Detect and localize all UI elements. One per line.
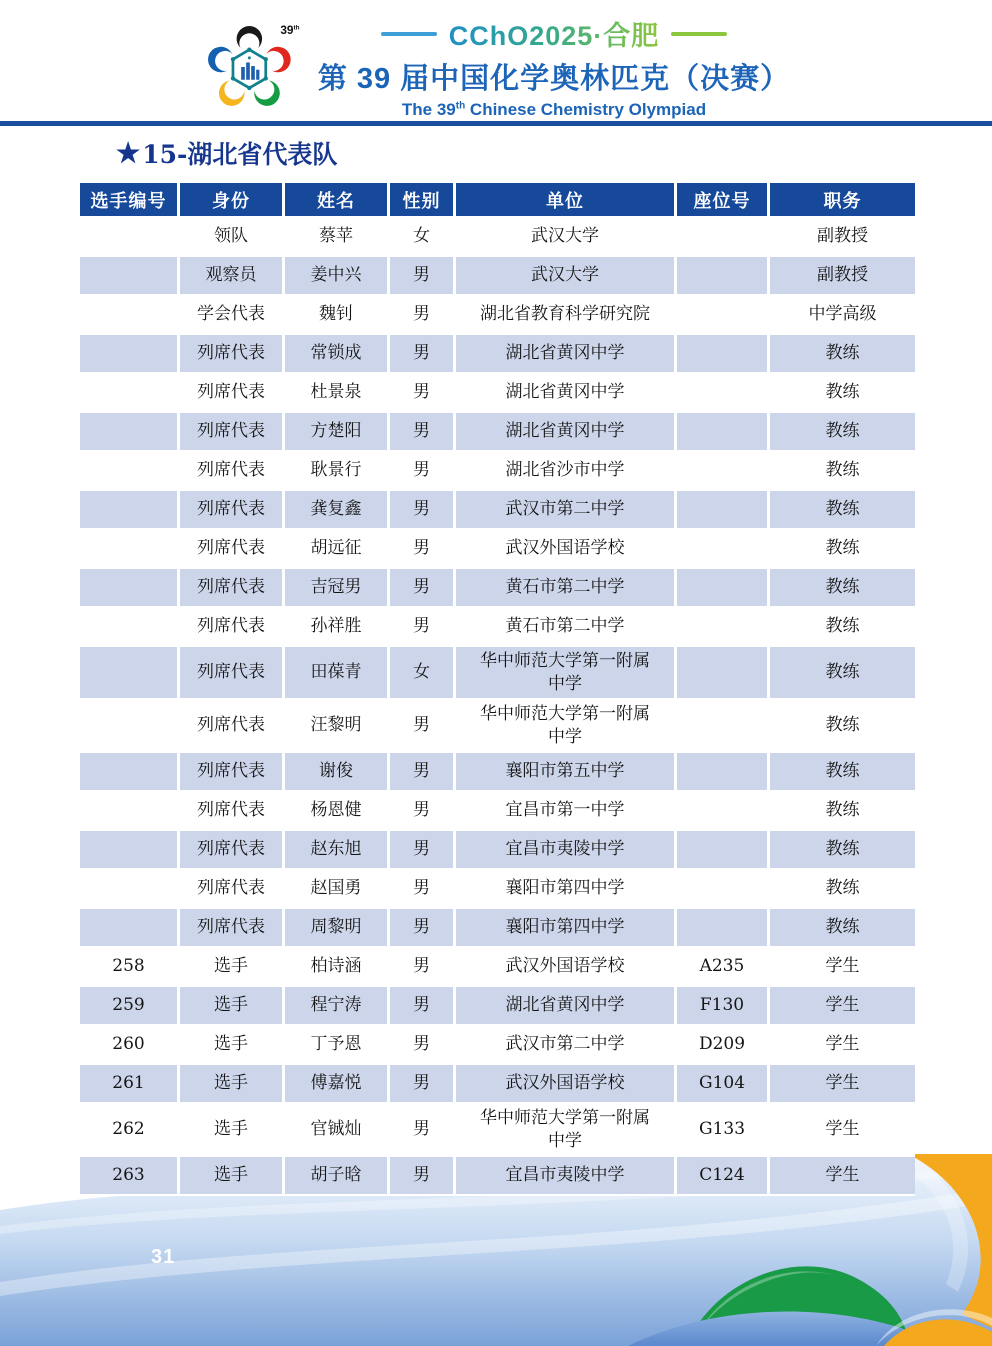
- section-title-text: 15-湖北省代表队: [142, 140, 338, 169]
- cell-position: 教练: [770, 647, 915, 700]
- cell-name: 常锁成: [285, 335, 390, 374]
- cell-unit: [456, 374, 677, 413]
- cell-role: 列席代表: [180, 909, 285, 948]
- cell-role: 列席代表: [180, 753, 285, 792]
- cell-unit: [456, 257, 677, 296]
- unit-text: 武汉大学: [531, 226, 599, 247]
- table-row: [80, 870, 915, 909]
- cell-gender: 男: [390, 909, 456, 948]
- cell-role: 选手: [180, 1065, 285, 1104]
- table-row: [80, 700, 915, 753]
- cell-gender: 男: [390, 257, 456, 296]
- cell-name: 赵国勇: [285, 870, 390, 909]
- cell-gender: 男: [390, 374, 456, 413]
- page-header: [0, 14, 992, 120]
- cell-contestant-no: 263: [80, 1157, 180, 1196]
- cell-position: 学生: [770, 1104, 915, 1157]
- slogan-row: [381, 14, 728, 53]
- table-row: [80, 1026, 915, 1065]
- cell-contestant-no: [80, 491, 180, 530]
- cell-seat: [677, 909, 770, 948]
- cell-role: 列席代表: [180, 569, 285, 608]
- cell-gender: 男: [390, 700, 456, 753]
- cell-seat: [677, 608, 770, 647]
- cell-position: 教练: [770, 792, 915, 831]
- cell-contestant-no: [80, 374, 180, 413]
- cell-role: 选手: [180, 987, 285, 1026]
- cell-gender: 男: [390, 491, 456, 530]
- cell-name: 孙祥胜: [285, 608, 390, 647]
- cell-name: 程宁涛: [285, 987, 390, 1026]
- column-header-contestant-no: 选手编号: [80, 183, 180, 218]
- cell-position: 中学高级: [770, 296, 915, 335]
- cell-unit: [456, 831, 677, 870]
- cell-position: 学生: [770, 1026, 915, 1065]
- page-number: 31: [151, 1246, 176, 1268]
- cell-contestant-no: [80, 218, 180, 257]
- cell-gender: 男: [390, 987, 456, 1026]
- cell-contestant-no: 259: [80, 987, 180, 1026]
- badge-39th: 39th: [280, 23, 300, 38]
- cell-unit: [456, 870, 677, 909]
- table-row: [80, 530, 915, 569]
- cell-name: 吉冠男: [285, 569, 390, 608]
- unit-text: 武汉大学: [531, 265, 599, 286]
- cell-position: 副教授: [770, 218, 915, 257]
- cell-unit: [456, 608, 677, 647]
- event-title-en: The 39th Chinese Chemistry Olympiad: [401, 100, 707, 119]
- cell-position: 教练: [770, 335, 915, 374]
- cell-unit: [456, 1157, 677, 1196]
- cell-role: 选手: [180, 1026, 285, 1065]
- cell-gender: 男: [390, 296, 456, 335]
- table-row: [80, 1157, 915, 1196]
- unit-text: 武汉外国语学校: [505, 538, 625, 559]
- cell-name: 赵东旭: [285, 831, 390, 870]
- cell-gender: 男: [390, 792, 456, 831]
- cell-contestant-no: [80, 335, 180, 374]
- cell-unit: [456, 569, 677, 608]
- delegation-roster-table: [80, 183, 915, 1196]
- cell-contestant-no: [80, 296, 180, 335]
- cell-role: 列席代表: [180, 700, 285, 753]
- cell-contestant-no: [80, 909, 180, 948]
- table-row: [80, 647, 915, 700]
- cell-contestant-no: [80, 452, 180, 491]
- table-row: [80, 831, 915, 870]
- unit-text: 湖北省黄冈中学: [505, 343, 625, 364]
- cell-role: 观察员: [180, 257, 285, 296]
- cell-seat: C124: [677, 1157, 770, 1196]
- table-row: [80, 987, 915, 1026]
- column-header-role: 身份: [180, 183, 285, 218]
- cell-gender: 男: [390, 413, 456, 452]
- cell-contestant-no: [80, 569, 180, 608]
- table-row: [80, 257, 915, 296]
- cell-gender: 男: [390, 1157, 456, 1196]
- cell-gender: 男: [390, 335, 456, 374]
- cell-gender: 男: [390, 753, 456, 792]
- cell-role: 选手: [180, 948, 285, 987]
- cell-position: 教练: [770, 870, 915, 909]
- unit-text: 武汉外国语学校: [505, 956, 625, 977]
- cell-contestant-no: [80, 647, 180, 700]
- cell-position: 学生: [770, 1065, 915, 1104]
- cell-role: 学会代表: [180, 296, 285, 335]
- table-row: [80, 335, 915, 374]
- cell-unit: [456, 296, 677, 335]
- table-row: [80, 374, 915, 413]
- unit-text: 华中师范大学第一附属中学: [480, 703, 650, 747]
- unit-text: 武汉市第二中学: [505, 1034, 625, 1055]
- cell-unit: [456, 1104, 677, 1157]
- cell-name: 龚复鑫: [285, 491, 390, 530]
- table-row: [80, 296, 915, 335]
- cell-seat: [677, 296, 770, 335]
- brand-text-block: [318, 14, 790, 120]
- cell-gender: 男: [390, 1026, 456, 1065]
- cell-gender: 男: [390, 569, 456, 608]
- unit-text: 华中师范大学第一附属中学: [480, 650, 650, 694]
- cell-gender: 男: [390, 1065, 456, 1104]
- unit-text: 华中师范大学第一附属中学: [480, 1107, 650, 1151]
- cell-position: 教练: [770, 909, 915, 948]
- cell-position: 学生: [770, 987, 915, 1026]
- cell-unit: [456, 1026, 677, 1065]
- table-row: [80, 491, 915, 530]
- cell-name: 汪黎明: [285, 700, 390, 753]
- cell-position: 教练: [770, 608, 915, 647]
- cell-contestant-no: [80, 831, 180, 870]
- cell-name: 傅嘉悦: [285, 1065, 390, 1104]
- cell-name: 耿景行: [285, 452, 390, 491]
- column-header-gender: 性别: [390, 183, 456, 218]
- table-row: [80, 1104, 915, 1157]
- cell-contestant-no: [80, 413, 180, 452]
- cell-unit: [456, 987, 677, 1026]
- cell-gender: 男: [390, 870, 456, 909]
- cell-role: 选手: [180, 1104, 285, 1157]
- cell-name: 田葆青: [285, 647, 390, 700]
- cell-gender: 男: [390, 608, 456, 647]
- cell-seat: [677, 374, 770, 413]
- roster-body: [80, 218, 915, 1196]
- cell-contestant-no: [80, 870, 180, 909]
- cell-position: 教练: [770, 452, 915, 491]
- cell-gender: 男: [390, 831, 456, 870]
- cell-position: 教练: [770, 491, 915, 530]
- star-icon: ★: [116, 137, 141, 169]
- cell-contestant-no: [80, 608, 180, 647]
- event-slogan: CChO2025·合肥: [449, 14, 660, 53]
- cell-role: 列席代表: [180, 870, 285, 909]
- cell-name: 官铖灿: [285, 1104, 390, 1157]
- cell-role: 列席代表: [180, 335, 285, 374]
- cell-unit: [456, 948, 677, 987]
- unit-text: 宜昌市夷陵中学: [505, 839, 625, 860]
- cell-seat: [677, 792, 770, 831]
- table-row: [80, 569, 915, 608]
- cell-seat: [677, 491, 770, 530]
- cell-name: 胡远征: [285, 530, 390, 569]
- table-row: [80, 452, 915, 491]
- cell-position: 学生: [770, 1157, 915, 1196]
- cell-unit: [456, 335, 677, 374]
- cell-seat: [677, 753, 770, 792]
- cell-seat: D209: [677, 1026, 770, 1065]
- cell-name: 柏诗涵: [285, 948, 390, 987]
- cell-unit: [456, 909, 677, 948]
- table-row: [80, 413, 915, 452]
- table-row: [80, 753, 915, 792]
- cell-gender: 女: [390, 647, 456, 700]
- cell-position: 教练: [770, 413, 915, 452]
- unit-text: 黄石市第二中学: [505, 577, 625, 598]
- cell-position: 教练: [770, 700, 915, 753]
- unit-text: 湖北省沙市中学: [505, 460, 625, 481]
- cell-role: 列席代表: [180, 530, 285, 569]
- unit-text: 湖北省教育科学研究院: [480, 304, 650, 325]
- cell-position: 教练: [770, 374, 915, 413]
- cell-seat: [677, 530, 770, 569]
- cell-position: 学生: [770, 948, 915, 987]
- cell-contestant-no: [80, 257, 180, 296]
- cell-contestant-no: [80, 700, 180, 753]
- unit-text: 宜昌市夷陵中学: [505, 1165, 625, 1186]
- unit-text: 湖北省黄冈中学: [505, 995, 625, 1016]
- unit-text: 襄阳市第四中学: [505, 917, 625, 938]
- cell-contestant-no: 261: [80, 1065, 180, 1104]
- unit-text: 黄石市第二中学: [505, 616, 625, 637]
- cell-seat: G104: [677, 1065, 770, 1104]
- cell-seat: [677, 413, 770, 452]
- cell-role: 列席代表: [180, 374, 285, 413]
- cell-role: 选手: [180, 1157, 285, 1196]
- table-row: [80, 218, 915, 257]
- cell-name: 姜中兴: [285, 257, 390, 296]
- cell-role: 列席代表: [180, 831, 285, 870]
- unit-text: 湖北省黄冈中学: [505, 382, 625, 403]
- cell-seat: [677, 569, 770, 608]
- cell-seat: [677, 647, 770, 700]
- column-header-name: 姓名: [285, 183, 390, 218]
- section-title: [116, 135, 337, 171]
- cell-name: 谢俊: [285, 753, 390, 792]
- cell-position: 教练: [770, 831, 915, 870]
- table-row: [80, 608, 915, 647]
- cell-seat: [677, 218, 770, 257]
- cell-contestant-no: [80, 792, 180, 831]
- header-divider-line: [0, 121, 992, 126]
- cell-unit: [456, 452, 677, 491]
- cell-role: 列席代表: [180, 792, 285, 831]
- cell-contestant-no: 258: [80, 948, 180, 987]
- cell-unit: [456, 1065, 677, 1104]
- column-header-unit: 单位: [456, 183, 677, 218]
- cell-gender: 男: [390, 452, 456, 491]
- cell-role: 列席代表: [180, 647, 285, 700]
- column-header-seat: 座位号: [677, 183, 770, 218]
- unit-text: 宜昌市第一中学: [505, 800, 625, 821]
- cell-seat: [677, 700, 770, 753]
- cell-unit: [456, 647, 677, 700]
- cell-name: 杜景泉: [285, 374, 390, 413]
- cell-gender: 男: [390, 948, 456, 987]
- roster-header-row: [80, 183, 915, 218]
- cell-name: 魏钊: [285, 296, 390, 335]
- cell-seat: [677, 335, 770, 374]
- cell-unit: [456, 530, 677, 569]
- table-row: [80, 792, 915, 831]
- cell-seat: F130: [677, 987, 770, 1026]
- cell-role: 列席代表: [180, 491, 285, 530]
- unit-text: 武汉市第二中学: [505, 499, 625, 520]
- event-title-cn: 第 39 届中国化学奥林匹克（决赛）: [317, 63, 791, 95]
- cell-contestant-no: 260: [80, 1026, 180, 1065]
- cell-seat: G133: [677, 1104, 770, 1157]
- cell-name: 周黎明: [285, 909, 390, 948]
- table-row: [80, 948, 915, 987]
- cell-position: 教练: [770, 753, 915, 792]
- cell-contestant-no: [80, 753, 180, 792]
- cell-name: 胡子晗: [285, 1157, 390, 1196]
- cell-unit: [456, 792, 677, 831]
- roster-header: [80, 183, 915, 218]
- cell-gender: 女: [390, 218, 456, 257]
- cell-seat: A235: [677, 948, 770, 987]
- cell-name: 蔡苹: [285, 218, 390, 257]
- ccho-logo-icon: [202, 18, 304, 116]
- cell-name: 杨恩健: [285, 792, 390, 831]
- dash-right-decoration: [671, 32, 727, 36]
- column-header-position: 职务: [770, 183, 915, 218]
- cell-role: 列席代表: [180, 452, 285, 491]
- unit-text: 湖北省黄冈中学: [505, 421, 625, 442]
- unit-text: 武汉外国语学校: [505, 1073, 625, 1094]
- cell-gender: 男: [390, 530, 456, 569]
- cell-role: 领队: [180, 218, 285, 257]
- cell-contestant-no: [80, 530, 180, 569]
- cell-seat: [677, 870, 770, 909]
- unit-text: 襄阳市第四中学: [505, 878, 625, 899]
- table-row: [80, 909, 915, 948]
- cell-unit: [456, 700, 677, 753]
- dash-left-decoration: [381, 32, 437, 36]
- cell-position: 教练: [770, 569, 915, 608]
- cell-name: 丁予恩: [285, 1026, 390, 1065]
- cell-unit: [456, 753, 677, 792]
- cell-seat: [677, 257, 770, 296]
- cell-name: 方楚阳: [285, 413, 390, 452]
- cell-unit: [456, 218, 677, 257]
- unit-text: 襄阳市第五中学: [505, 761, 625, 782]
- cell-seat: [677, 831, 770, 870]
- cell-seat: [677, 452, 770, 491]
- cell-position: 教练: [770, 530, 915, 569]
- table-row: [80, 1065, 915, 1104]
- cell-gender: 男: [390, 1104, 456, 1157]
- cell-role: 列席代表: [180, 608, 285, 647]
- cell-contestant-no: 262: [80, 1104, 180, 1157]
- cell-role: 列席代表: [180, 413, 285, 452]
- cell-unit: [456, 491, 677, 530]
- cell-unit: [456, 413, 677, 452]
- cell-position: 副教授: [770, 257, 915, 296]
